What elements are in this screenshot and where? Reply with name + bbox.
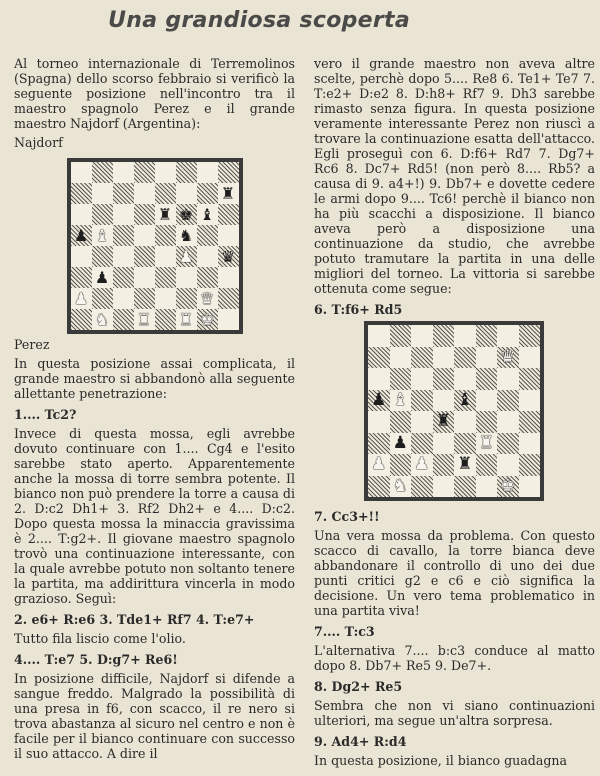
board-square bbox=[92, 288, 113, 309]
board-square bbox=[113, 288, 134, 309]
chess-diagram-2 bbox=[364, 321, 544, 501]
board-square bbox=[476, 368, 498, 390]
white-knight-icon: ♞ bbox=[94, 309, 110, 329]
board-square bbox=[390, 433, 412, 455]
board-square bbox=[519, 433, 541, 455]
board-square bbox=[519, 476, 541, 498]
board-square bbox=[155, 225, 176, 246]
right-column bbox=[314, 56, 595, 772]
board-square bbox=[476, 347, 498, 369]
board-square bbox=[497, 411, 519, 433]
board-square bbox=[134, 204, 155, 225]
board-square bbox=[92, 204, 113, 225]
board-square bbox=[113, 225, 134, 246]
board-square bbox=[390, 368, 412, 390]
black-bishop-icon: ♝ bbox=[457, 389, 473, 410]
board-square bbox=[433, 390, 455, 412]
board-square bbox=[411, 454, 433, 476]
board-square bbox=[433, 433, 455, 455]
board-square bbox=[134, 183, 155, 204]
board-square bbox=[218, 225, 239, 246]
board-square bbox=[368, 390, 390, 412]
board-square bbox=[476, 433, 498, 455]
board-square bbox=[476, 325, 498, 347]
board-square bbox=[497, 325, 519, 347]
board-square bbox=[390, 411, 412, 433]
board-square bbox=[519, 368, 541, 390]
move-line-8: 9. Ad4+ R:d4 bbox=[314, 734, 407, 749]
board-square bbox=[497, 390, 519, 412]
left-paragraph-1: In questa posizione assai complicata, il grande maestro si abbandonò alla seguente allettante penetrazione: bbox=[14, 356, 295, 401]
board-square bbox=[71, 162, 92, 183]
board-square bbox=[71, 309, 92, 330]
article-title: Una grandiosa scoperta bbox=[108, 8, 410, 33]
move-line-6: 7.... T:c3 bbox=[314, 624, 375, 639]
board-square bbox=[218, 162, 239, 183]
board-square bbox=[454, 390, 476, 412]
right-paragraph-2: Una vera mossa da problema. Con questo scacco di cavallo, la torre bianca deve abbandonare il controllo di uno dei due punti critici g2 e c6 e ciò significa la decisione. Un vero tema problematico in una partita viva! bbox=[314, 528, 595, 618]
board-square bbox=[134, 246, 155, 267]
board-square bbox=[71, 288, 92, 309]
board-square bbox=[497, 368, 519, 390]
board-square bbox=[218, 309, 239, 330]
board-square bbox=[197, 288, 218, 309]
board-square bbox=[134, 267, 155, 288]
black-pawn-icon: ♟ bbox=[392, 432, 408, 453]
board-square bbox=[476, 390, 498, 412]
black-rook-icon: ♜ bbox=[220, 183, 236, 203]
board-square bbox=[197, 267, 218, 288]
board-square bbox=[176, 267, 197, 288]
board-square bbox=[113, 267, 134, 288]
board-square bbox=[71, 204, 92, 225]
board-square bbox=[519, 454, 541, 476]
left-paragraph-3: Tutto fila liscio come l'olio. bbox=[14, 631, 186, 646]
board-square bbox=[134, 309, 155, 330]
left-paragraph-4: In posizione difficile, Najdorf si difende a sangue freddo. Malgrado la possibilità di una presa in f6, con scacco, il re nero si trova abastanza al sicuro nel centro e non è facile per il bianco continuare con successo il suo attacco. A dire il bbox=[14, 671, 295, 761]
white-bishop-icon: ♝ bbox=[94, 225, 110, 245]
board-square bbox=[368, 325, 390, 347]
board-square bbox=[155, 288, 176, 309]
white-bishop-icon: ♝ bbox=[392, 389, 408, 410]
board-square bbox=[411, 476, 433, 498]
black-rook-icon: ♜ bbox=[157, 204, 173, 224]
white-pawn-icon: ♟ bbox=[371, 454, 387, 475]
white-rook-icon: ♜ bbox=[136, 309, 152, 329]
board-square bbox=[454, 325, 476, 347]
board-square bbox=[218, 204, 239, 225]
board-square bbox=[497, 476, 519, 498]
board-square bbox=[476, 476, 498, 498]
board-square bbox=[476, 411, 498, 433]
board-square bbox=[113, 309, 134, 330]
board-square bbox=[519, 411, 541, 433]
black-rook-icon: ♜ bbox=[435, 411, 451, 432]
board-square bbox=[519, 390, 541, 412]
black-rook-icon: ♜ bbox=[457, 454, 473, 475]
white-king-icon: ♚ bbox=[199, 309, 215, 329]
board-square bbox=[390, 325, 412, 347]
board-square bbox=[497, 454, 519, 476]
board-square bbox=[497, 433, 519, 455]
board-square bbox=[411, 368, 433, 390]
right-paragraph-4: Sembra che non vi siano continuazioni ulteriori, ma segue un'altra sorpresa. bbox=[314, 698, 595, 728]
board-square bbox=[155, 246, 176, 267]
board-square bbox=[454, 433, 476, 455]
board-square bbox=[92, 225, 113, 246]
board-square bbox=[433, 368, 455, 390]
board-square bbox=[197, 309, 218, 330]
white-queen-icon: ♛ bbox=[199, 288, 215, 308]
board-square bbox=[176, 162, 197, 183]
board-square bbox=[411, 433, 433, 455]
board-square bbox=[433, 325, 455, 347]
white-pawn-icon: ♟ bbox=[73, 288, 89, 308]
board-square bbox=[134, 288, 155, 309]
board-square bbox=[92, 309, 113, 330]
board-square bbox=[134, 225, 155, 246]
left-column bbox=[14, 56, 295, 765]
board-square bbox=[197, 204, 218, 225]
board-square bbox=[71, 267, 92, 288]
board-square bbox=[368, 347, 390, 369]
white-king-icon: ♚ bbox=[500, 475, 516, 496]
black-pawn-icon: ♟ bbox=[94, 267, 110, 287]
board-square bbox=[155, 204, 176, 225]
board-square bbox=[368, 433, 390, 455]
board-square bbox=[92, 267, 113, 288]
board-square bbox=[454, 454, 476, 476]
board-square bbox=[92, 162, 113, 183]
white-rook-icon: ♜ bbox=[478, 432, 494, 453]
board-square bbox=[92, 183, 113, 204]
board-square bbox=[390, 390, 412, 412]
black-king-icon: ♚ bbox=[178, 204, 194, 224]
board-square bbox=[368, 368, 390, 390]
board-square bbox=[197, 183, 218, 204]
board-square bbox=[433, 347, 455, 369]
board-square bbox=[433, 454, 455, 476]
board-square bbox=[454, 411, 476, 433]
intro-paragraph: Al torneo internazionale di Terremolinos (Spagna) dello scorso febbraio si verificò la seguente posizione nell'incontro tra il maestro spagnolo Perez e il grande maestro Najdorf (Argentina): bbox=[14, 56, 295, 131]
board-square bbox=[176, 288, 197, 309]
white-rook-icon: ♜ bbox=[178, 309, 194, 329]
board-square bbox=[155, 183, 176, 204]
board-square bbox=[176, 225, 197, 246]
board-square bbox=[113, 183, 134, 204]
board-square bbox=[113, 162, 134, 183]
board-square bbox=[368, 454, 390, 476]
board-square bbox=[368, 411, 390, 433]
move-line-2: 2. e6+ R:e6 3. Tde1+ Rf7 4. T:e7+ bbox=[14, 612, 255, 627]
board-square bbox=[476, 454, 498, 476]
board-square bbox=[197, 246, 218, 267]
board-square bbox=[390, 454, 412, 476]
board-square bbox=[454, 347, 476, 369]
board-square bbox=[134, 162, 155, 183]
board-square bbox=[113, 204, 134, 225]
board-square bbox=[71, 246, 92, 267]
board-square bbox=[411, 411, 433, 433]
board-square bbox=[218, 267, 239, 288]
board-square bbox=[519, 325, 541, 347]
board-square bbox=[71, 225, 92, 246]
board-square bbox=[176, 246, 197, 267]
move-line-1: 1.... Tc2? bbox=[14, 407, 77, 422]
board-square bbox=[176, 204, 197, 225]
right-paragraph-3: L'alternativa 7.... b:c3 conduce al matto dopo 8. Db7+ Re5 9. De7+. bbox=[314, 643, 595, 673]
board-square bbox=[368, 476, 390, 498]
board-square bbox=[411, 347, 433, 369]
board-square bbox=[155, 162, 176, 183]
board-square bbox=[218, 246, 239, 267]
white-queen-icon: ♛ bbox=[500, 346, 516, 367]
black-pawn-icon: ♟ bbox=[371, 389, 387, 410]
move-line-5: 7. Cc3+!! bbox=[314, 509, 380, 524]
board-square bbox=[519, 347, 541, 369]
right-paragraph-1: vero il grande maestro non aveva altre scelte, perchè dopo 5.... Re8 6. Te1+ Te7 7. T:e2+ D:e2 8. D:h8+ Rf7 9. Dh3 sarebbe rimasto senza figura. In questa posizione veramente interessante Perez non riuscì a trovare la continuazione esatta dell'attacco. Egli proseguì con 6. D:f6+ Rd7 7. Dg7+ Rc6 8. Dc7+ Rd5! (non però 8.... Rb5? a causa di 9. a4+!) 9. Db7+ e dovette cedere le armi dopo 9.... Tc6! perchè il bianco non ha più scacchi a disposizione. Il bianco aveva però a disposizione una continuazione da studio, che avrebbe potuto tramutare la partita in una delle migliori del torneo. La vittoria si sarebbe ottenuta come segue: bbox=[314, 56, 595, 296]
board-square bbox=[92, 246, 113, 267]
board-square bbox=[390, 476, 412, 498]
board-square bbox=[155, 267, 176, 288]
board-square bbox=[454, 476, 476, 498]
board-square bbox=[155, 309, 176, 330]
board-square bbox=[390, 347, 412, 369]
right-paragraph-5: In questa posizione, il bianco guadagna bbox=[314, 753, 568, 768]
board-square bbox=[218, 288, 239, 309]
black-knight-icon: ♞ bbox=[178, 225, 194, 245]
board-square bbox=[454, 368, 476, 390]
board-square bbox=[197, 162, 218, 183]
board-square bbox=[197, 225, 218, 246]
board-square bbox=[71, 183, 92, 204]
board-square bbox=[433, 476, 455, 498]
white-pawn-icon: ♟ bbox=[414, 454, 430, 475]
white-pawn-icon: ♟ bbox=[178, 246, 194, 266]
move-line-4: 6. T:f6+ Rd5 bbox=[314, 302, 403, 317]
white-knight-icon: ♞ bbox=[392, 475, 408, 496]
board-square bbox=[176, 183, 197, 204]
board-bottom-label: Perez bbox=[14, 337, 50, 352]
board-square bbox=[411, 325, 433, 347]
board-square bbox=[433, 411, 455, 433]
board-square bbox=[411, 390, 433, 412]
board-square bbox=[176, 309, 197, 330]
move-line-7: 8. Dg2+ Re5 bbox=[314, 679, 403, 694]
board-top-label: Najdorf bbox=[14, 135, 63, 150]
left-paragraph-2: Invece di questa mossa, egli avrebbe dovuto continuare con 1.... Cg4 e l'esito sarebbe stato aperto. Apparentemente anche la mossa di torre sembra potente. Il bianco non può prendere la torre a causa di 2. D:c2 Dh1+ 3. Rf2 Dh2+ e 4.... D:c2. Dopo questa mossa la minaccia gravissima è 2.... T:g2+. Il giovane maestro spagnolo trovò una continuazione interessante, con la quale avrebbe potuto non soltanto tenere la partita, ma addirittura vincerla in modo grazioso. Seguì: bbox=[14, 426, 295, 606]
chess-diagram-1 bbox=[67, 158, 243, 334]
board-square bbox=[218, 183, 239, 204]
board-square bbox=[497, 347, 519, 369]
black-pawn-icon: ♟ bbox=[73, 225, 89, 245]
black-queen-icon: ♛ bbox=[220, 246, 236, 266]
move-line-3: 4.... T:e7 5. D:g7+ Re6! bbox=[14, 652, 178, 667]
black-bishop-icon: ♝ bbox=[199, 204, 215, 224]
board-square bbox=[113, 246, 134, 267]
